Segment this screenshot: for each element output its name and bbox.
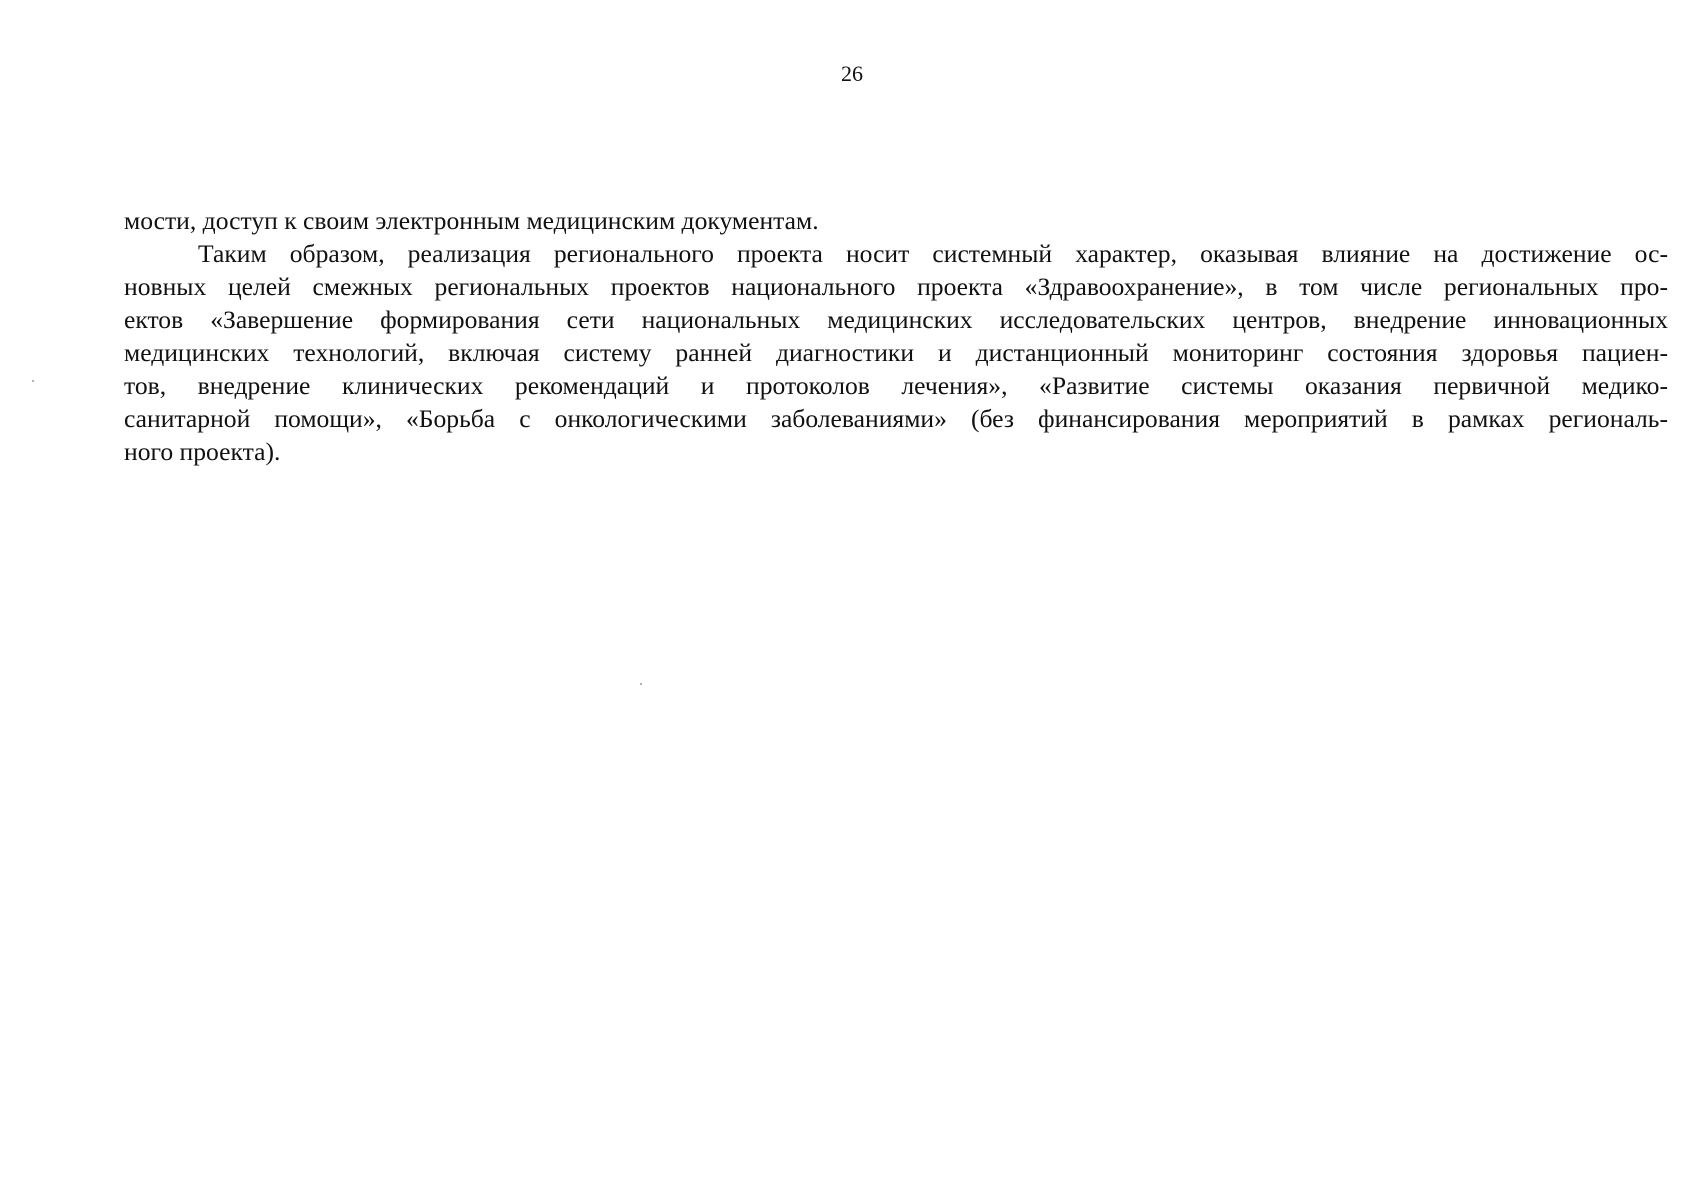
- body-text: [124, 204, 1668, 468]
- scan-speck: [32, 380, 34, 382]
- text-line: новных целей смежных региональных проектов национального проекта «Здравоохранение», в том числе региональных про-: [124, 272, 1668, 301]
- page-number: 26: [841, 61, 863, 86]
- paragraph-main: [124, 237, 1668, 468]
- text-line: Таким образом, реализация регионального проекта носит системный характер, оказывая влияние на достижение ос-: [198, 239, 1668, 268]
- text-line: ектов «Завершение формирования сети национальных медицинских исследовательских центров, внедрение инновационных: [124, 305, 1668, 334]
- text-line: медицинских технологий, включая систему ранней диагностики и дистанционный мониторинг состояния здоровья пациен-: [124, 338, 1668, 367]
- scan-speck: [640, 683, 642, 685]
- text-line: ного проекта).: [124, 437, 281, 466]
- text-line: санитарной помощи», «Борьба с онкологическими заболеваниями» (без финансирования мероприятий в рамках региональ-: [124, 404, 1668, 433]
- paragraph-continuation: [124, 204, 1668, 237]
- text-line: мости, доступ к своим электронным медицинским документам.: [124, 206, 819, 235]
- text-line: тов, внедрение клинических рекомендаций и протоколов лечения», «Развитие системы оказания первичной медико-: [124, 371, 1668, 400]
